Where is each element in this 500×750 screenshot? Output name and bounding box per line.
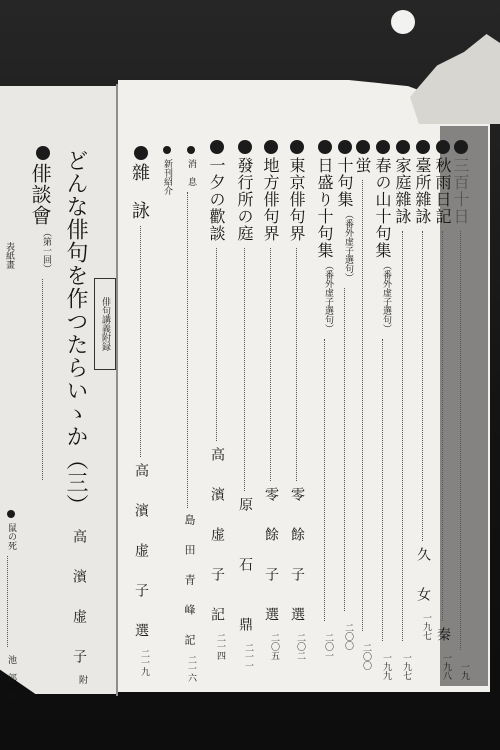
entry-author: 久 女 xyxy=(415,547,431,607)
entry-sanjitto xyxy=(452,140,468,680)
entry-note: （第一回） xyxy=(41,228,51,273)
entry-title: 新刊紹介 xyxy=(162,159,172,195)
entry-nezumi xyxy=(6,510,15,700)
cover-art-label: 表紙畫 xyxy=(4,242,14,269)
dotted-leader xyxy=(362,180,363,631)
bullet-icon xyxy=(187,146,195,154)
lecture-supplement-label: 俳句講義附録 xyxy=(94,278,116,370)
entry-katei xyxy=(394,140,410,680)
entry-page: 二〇一 xyxy=(323,633,333,660)
entry-title: 秋雨日記 xyxy=(433,157,452,225)
entry-page: 一九 xyxy=(459,662,469,680)
entry-page: 一九七 xyxy=(421,613,431,640)
entry-title: 日盛り十句集 xyxy=(315,157,334,259)
entry-title: 十句集 xyxy=(335,157,354,208)
bullet-icon xyxy=(436,140,450,154)
bullet-icon xyxy=(264,140,278,154)
entry-author: 池 部 鈞 xyxy=(6,655,16,700)
entry-ichiyu xyxy=(208,140,224,660)
entry-title: 家庭雜詠 xyxy=(393,157,412,225)
bullet-icon xyxy=(396,140,410,154)
bullet-icon xyxy=(338,140,352,154)
entry-title: 臺所雜詠 xyxy=(413,157,432,225)
entry-hizakari xyxy=(316,140,332,660)
dotted-leader xyxy=(442,231,443,621)
bullet-icon xyxy=(454,140,468,154)
entry-hakko xyxy=(236,140,252,670)
page-fold xyxy=(116,84,118,696)
entry-title: 東京俳句界 xyxy=(287,157,306,242)
entry-title: どんな俳句を作つたらいゝか（三） xyxy=(63,149,88,517)
entry-author: 秦 xyxy=(435,627,451,647)
dotted-leader xyxy=(140,226,141,457)
entry-shosoku xyxy=(184,146,195,682)
entry-page: 一九八 xyxy=(441,653,451,680)
entry-title: 消 息 xyxy=(186,159,196,186)
dotted-leader xyxy=(270,248,271,481)
dotted-leader xyxy=(296,248,297,481)
bullet-icon xyxy=(36,146,50,160)
entry-note: （番外虚子選句） xyxy=(323,261,333,333)
entry-donna xyxy=(63,146,88,684)
entry-chiho xyxy=(262,140,278,660)
entry-page: 二〇二 xyxy=(295,633,305,660)
entry-tokyo xyxy=(288,140,304,660)
entry-haidan xyxy=(30,146,50,486)
entry-author: 零 餘 子 選 xyxy=(263,487,279,627)
bullet-icon xyxy=(163,146,171,154)
entry-author: 高 濱 虚 子 xyxy=(71,529,87,669)
entry-title: 發行所の庭 xyxy=(235,157,254,242)
dotted-leader xyxy=(7,556,8,647)
entry-author: 島 田 青 峰 記 xyxy=(183,514,196,649)
entry-page: 二一九 xyxy=(139,649,149,676)
dotted-leader xyxy=(402,231,403,641)
entry-author: 高 濱 虚 子 記 xyxy=(209,447,225,627)
dotted-leader xyxy=(344,288,345,611)
entry-note: （番外虚子選句） xyxy=(381,261,391,333)
dotted-leader xyxy=(324,339,325,621)
dotted-leader xyxy=(244,248,245,491)
bullet-icon xyxy=(238,140,252,154)
dotted-leader xyxy=(216,248,217,441)
bullet-icon xyxy=(7,510,15,518)
entry-page: 二〇〇 xyxy=(343,623,353,650)
dotted-leader xyxy=(382,339,383,641)
bullet-icon xyxy=(356,140,370,154)
entry-page: 二〇五 xyxy=(269,633,279,660)
entry-page: 附 xyxy=(77,675,87,684)
dotted-leader xyxy=(460,231,461,650)
left-page xyxy=(0,86,118,694)
entry-akisame xyxy=(434,140,450,680)
bullet-icon xyxy=(416,140,430,154)
entry-title: 蛍 xyxy=(353,157,372,174)
dotted-leader xyxy=(42,279,43,480)
entry-title: 俳談會 xyxy=(28,163,52,226)
entry-page: 二一六 xyxy=(186,655,196,682)
entry-page: 一九七 xyxy=(401,653,411,680)
entry-haru xyxy=(374,140,390,680)
entry-shinkan xyxy=(162,146,171,236)
entry-jikku xyxy=(336,140,352,650)
entry-hotaru xyxy=(354,140,370,670)
dotted-leader xyxy=(187,192,188,508)
entry-author: 高 濱 虚 子 選 xyxy=(133,463,149,643)
bullet-icon xyxy=(290,140,304,154)
entry-note: （番外虚子選句） xyxy=(343,210,353,282)
bullet-icon xyxy=(318,140,332,154)
entry-title: 地方俳句界 xyxy=(261,157,280,242)
entry-title: 春の山十句集 xyxy=(373,157,392,259)
entry-title: 三百十日 xyxy=(451,157,470,225)
punch-hole xyxy=(391,10,415,34)
entry-author: 零 餘 子 選 xyxy=(289,487,305,627)
bullet-icon xyxy=(376,140,390,154)
entry-page: 一九九 xyxy=(381,653,391,680)
entry-page: 二一一 xyxy=(243,643,253,670)
entry-page: 二一四 xyxy=(215,633,225,660)
bullet-icon xyxy=(134,146,148,160)
entry-taisho xyxy=(414,140,430,640)
entry-zatsuei xyxy=(130,146,148,676)
entry-author: 原 石 鼎 xyxy=(237,497,253,637)
entry-title: 一夕の歡談 xyxy=(207,157,226,242)
bullet-icon xyxy=(210,140,224,154)
dotted-leader xyxy=(422,231,423,541)
entry-title: 鼠の死 xyxy=(6,523,16,550)
side-label xyxy=(4,240,13,450)
entry-page: 二〇〇 xyxy=(361,643,371,670)
entry-title: 雜 詠 xyxy=(129,163,150,220)
